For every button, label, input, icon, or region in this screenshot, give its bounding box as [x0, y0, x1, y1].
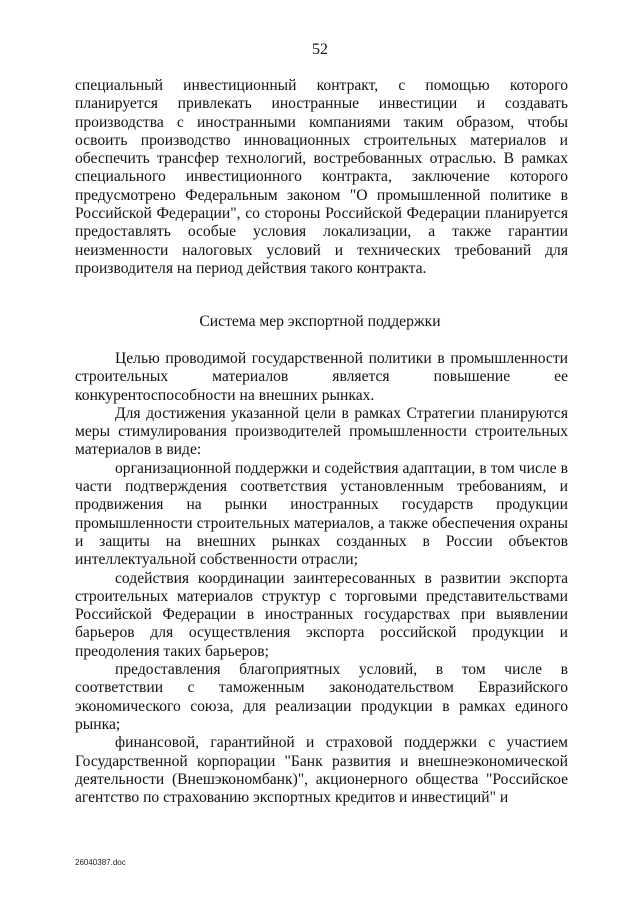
paragraph-favorable-conditions: предоставления благоприятных условий, в том числе в соответствии с таможенным законодательством Евразийского экономического союза, для реализации продукции в рамках единого рынка; [75, 661, 568, 733]
paragraph-organizational-support: организационной поддержки и содействия адаптации, в том числе в части подтверждения соответствия установленным требованиям, и продвижения на рынки иностранных государств продукции промышленности строительных материалов, а также обеспечения охраны и защиты на внешних рынках созданных в России объектов интеллектуальной собственности отрасли; [75, 459, 568, 569]
section-heading: Система мер экспортной поддержки [199, 313, 441, 330]
intro-paragraph: специальный инвестиционный контракт, с помощью которого планируется привлекать иностранные инвестиции и создавать производства с иностранными компаниями таким образом, чтобы освоить производство инновационных строительных материалов и обеспечить трансфер технологий, востребованных отраслью. В рамках специального инвестиционного контракта, заключение которого предусмотрено Федеральным законом "О промышленной политике в Российской Федерации", со стороны Российской Федерации планируется предоставлять особые условия локализации, а также гарантии неизменности налоговых условий и технических требований для производителя на период действия такого контракта. [75, 77, 568, 277]
body-text [75, 350, 568, 807]
page-number: 52 [312, 41, 328, 58]
paragraph-measures-intro: Для достижения указанной цели в рамках Стратегии планируются меры стимулирования производителей промышленности строительных материалов в виде: [75, 404, 568, 459]
footer-filename: 26040387.doc [75, 858, 126, 867]
paragraph-financial-support: финансовой, гарантийной и страховой поддержки с участием Государственной корпорации "Банк развития и внешнеэкономической деятельности (Внешэкономбанк)", акционерного общества "Российское агентство по страхованию экспортных кредитов и инвестиций" и [75, 734, 568, 807]
paragraph-coordination: содействия координации заинтересованных в развитии экспорта строительных материалов структур с торговыми представительствами Российской Федерации в иностранных государствах при выявлении барьеров для осуществления экспорта российской продукции и преодоления таких барьеров; [75, 569, 568, 660]
paragraph-goal: Целью проводимой государственной политики в промышленности строительных материалов является повышение ее конкурентоспособности на внешних рынках. [75, 350, 568, 404]
